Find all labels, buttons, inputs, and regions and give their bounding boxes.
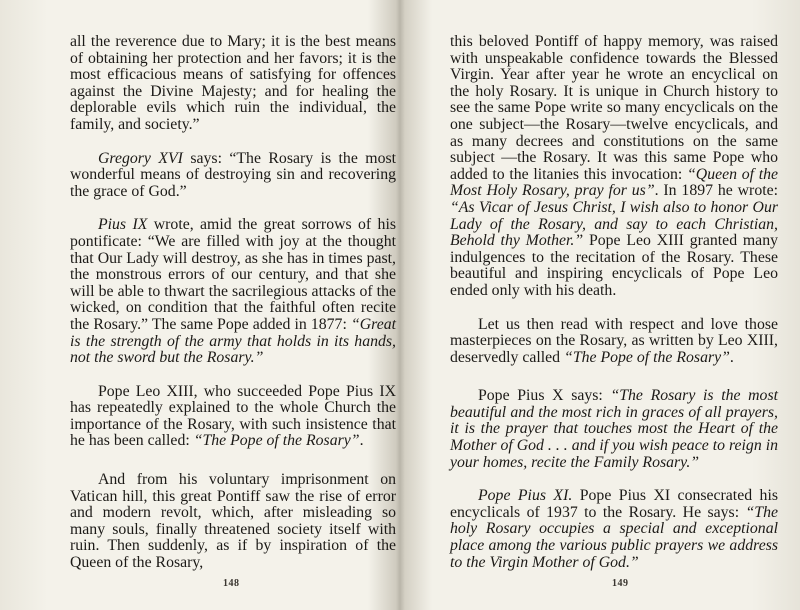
left-page-text	[70, 34, 396, 572]
page-number-left: 148	[223, 578, 240, 589]
right-paragraph-1: this beloved Pontiff of happy memory, was raised with unspeakable confidence towards the Blessed Virgin. Year after year he wrote an encyclical on the holy Rosary. It is unique in Church history to see the same Pope write so many encyclicals on the one subject—the Rosary—twelve encyclicals, and as many decrees and constitutions on the same subject —the Rosary. It was this same Pope who added to the litanies this invocation: “Queen of the Most Holy Rosary, pray for us”. In 1897 he wrote: “As Vicar of Jesus Christ, I wish also to honor Our Lady of the Rosary, and say to each Christian, Behold thy Mother.” Pope Leo XIII granted many indulgences to the recitation of the Rosary. These beautiful and inspiring encyclicals of Pope Leo ended only with his death.	[450, 33, 779, 299]
page-number-right: 149	[612, 578, 629, 589]
left-paragraph-4: Pope Leo XIII, who succeeded Pope Pius IX has repeatedly explained to the whole Church the importance of the Rosary, with such insistence that he has been called: “The Pope of the Rosary”.	[70, 382, 396, 450]
left-paragraph-2: Gregory XVI says: “The Rosary is the most wonderful means of destroying sin and recovering the grace of God.”	[70, 149, 397, 200]
right-page-text	[450, 34, 778, 571]
right-paragraph-2: Let us then read with respect and love those masterpieces on the Rosary, as written by Leo XIII, deservedly called “The Pope of the Rosary”.	[450, 315, 778, 366]
left-paragraph-1: all the reverence due to Mary; it is the best means of obtaining her protection and her favors; it is the most efficacious means of satisfying for offences against the Divine Majesty; and for healing the deplorable evils which ruin the individual, the family, and society.”	[70, 33, 396, 133]
pius-xi-name: Pope Pius XI.	[478, 487, 573, 505]
gregory-name: Gregory XVI	[98, 149, 183, 167]
right-page	[400, 0, 800, 610]
right-paragraph-4: Pope Pius XI. Pope Pius XI consecrated his encyclicals of 1937 to the Rosary. He says: “The holy Rosary occupies a special and exceptional place among the various public prayers we address to the Virgin Mother of God.”	[450, 487, 778, 571]
left-paragraph-5: And from his voluntary imprisonment on Vatican hill, this great Pontiff saw the rise of error and modern revolt, which, after misleading so many souls, finally threatened society itself with ruin. Then suddenly, as if by inspiration of the Queen of the Rosary,	[70, 471, 396, 572]
right-paragraph-3: Pope Pius X says: “The Rosary is the most beautiful and the most rich in graces of all prayers, it is the prayer that touches most the Heart of the Mother of God . . . and if you wish peace to reign in your homes, recite the Family Rosary.”	[450, 387, 778, 471]
pius-ix-name: Pius IX	[98, 216, 148, 234]
left-paragraph-3: Pius IX wrote, amid the great sorrows of his pontificate: “We are filled with joy at the thought that Our Lady will destroy, as she has in times past, the monstrous errors of our century, and that she will be able to thwart the sacrilegious attacks of the wicked, on condition that the faithful often recite the Rosary.” The same Pope added in 1877: “Great is the strength of the army that holds in its hands, not the sword but the Rosary.”	[70, 216, 396, 367]
